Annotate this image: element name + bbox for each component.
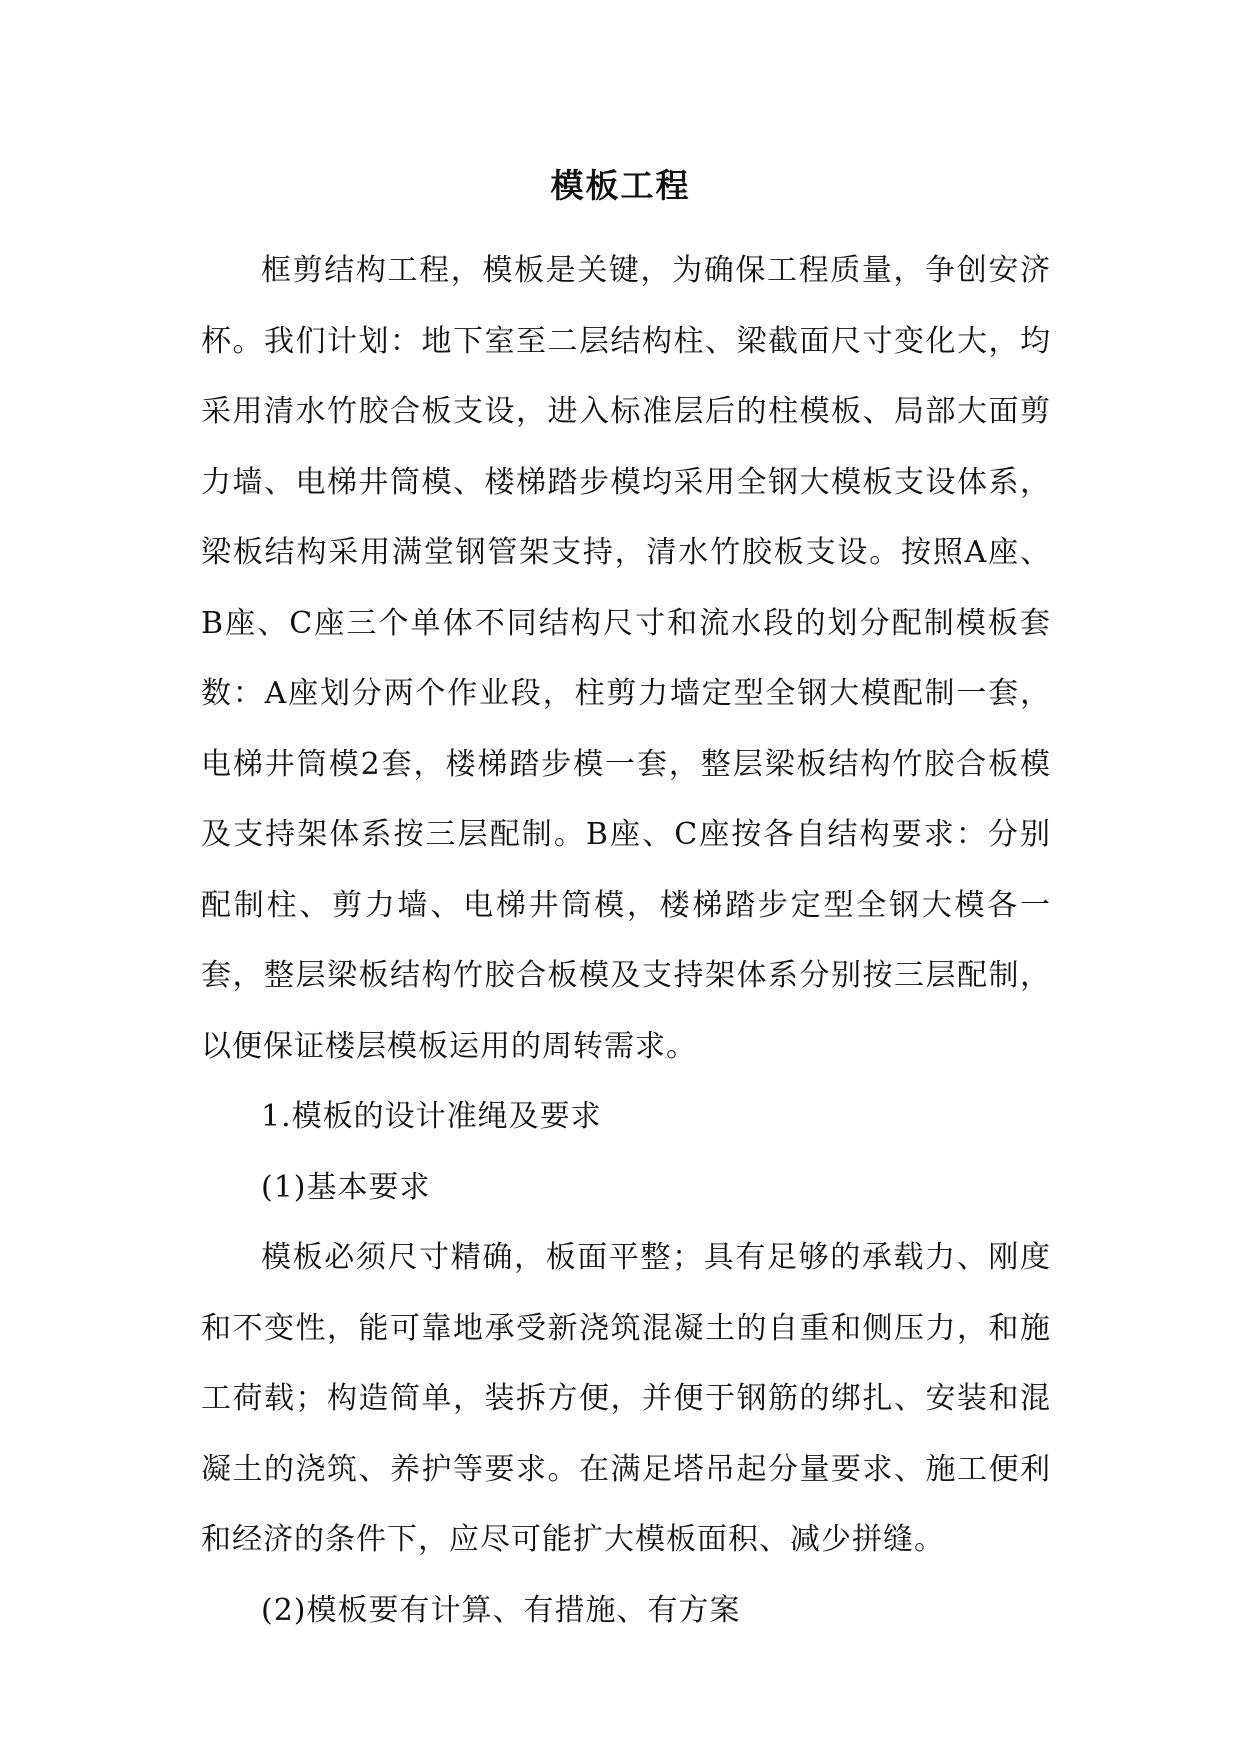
subsection-heading: (1)基本要求	[261, 1169, 431, 1205]
intro-paragraph: 框剪结构工程，模板是关键，为确保工程质量，争创安济杯。我们计划：地下室至二层结构柱、梁截面尺寸变化大，均采用清水竹胶合板支设，进入标准层后的柱模板、局部大面剪力墙、电梯井筒模、楼梯踏步模均采用全钢大模板支设体系，梁板结构采用满堂钢管架支持，清水竹胶板支设。按照A座、B座、C座三个单体不同结构尺寸和流水段的划分配制模板套数：A座划分两个作业段，柱剪力墙定型全钢大模配制一套，电梯井筒模2套，楼梯踏步模一套，整层梁板结构竹胶合板模及支持架体系按三层配制。B座、C座按各自结构要求：分别配制柱、剪力墙、电梯井筒模，楼梯踏步定型全钢大模各一套，整层梁板结构竹胶合板模及支持架体系分别按三层配制，以便保证楼层模板运用的周转需求。	[201, 253, 1051, 1064]
section-heading: 1.模板的设计准绳及要求	[261, 1099, 602, 1134]
document-title: 模板工程	[550, 166, 691, 205]
subsection-heading-2: (2)模板要有计算、有措施、有方案	[261, 1592, 741, 1628]
document-body	[201, 236, 1051, 1646]
requirements-paragraph: 模板必须尺寸精确，板面平整；具有足够的承载力、刚度和不变性，能可靠地承受新浇筑混凝土的自重和侧压力，和施工荷载；构造简单，装拆方便，并便于钢筋的绑扎、安装和混凝土的浇筑、养护等要求。在满足塔吊起分量要求、施工便利和经济的条件下，应尽可能扩大模板面积、减少拼缝。	[201, 1240, 1051, 1557]
